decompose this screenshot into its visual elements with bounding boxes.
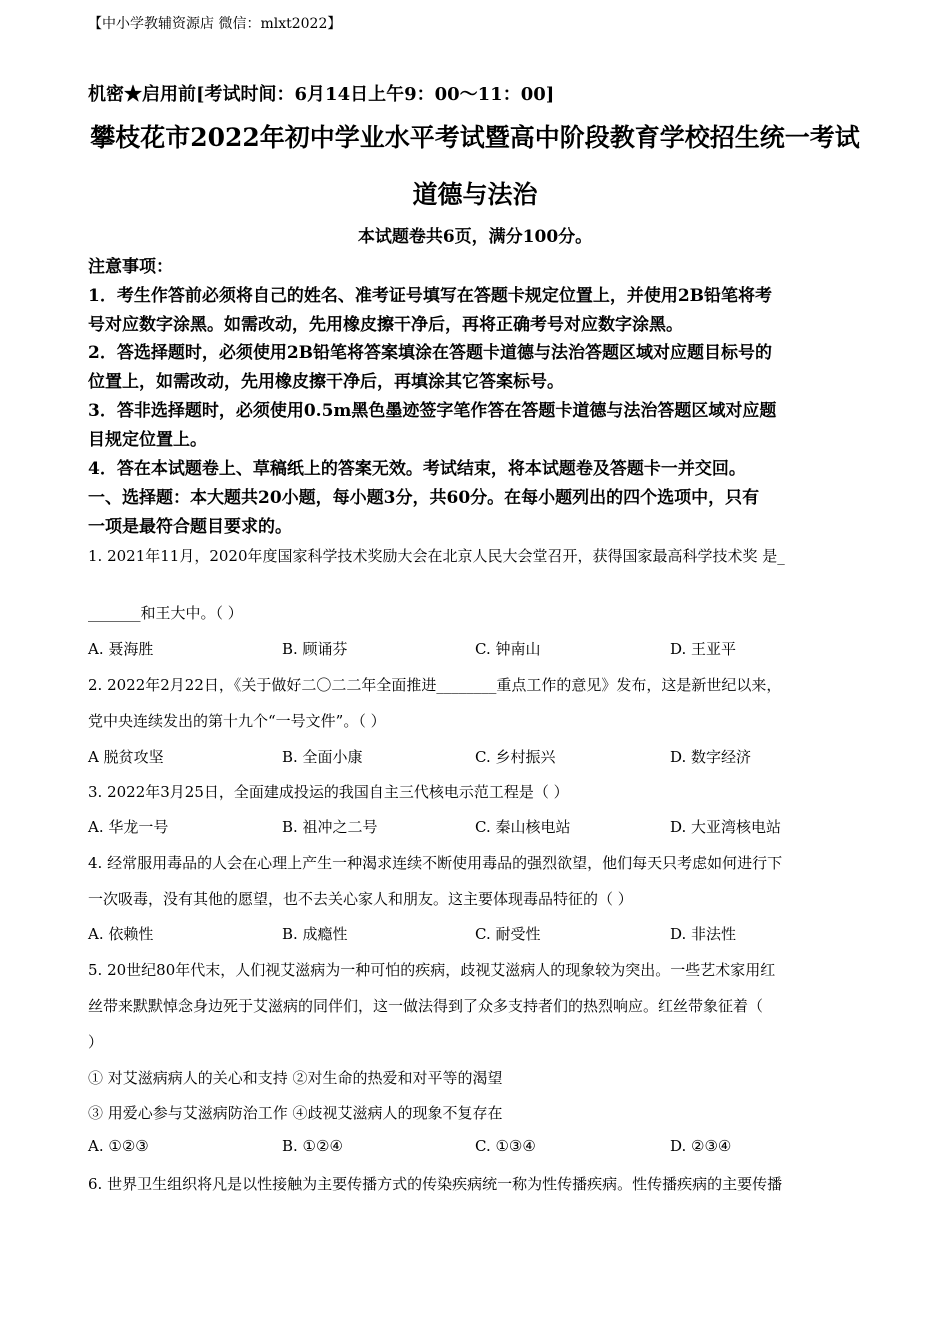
- notes-item: 位置上，如需改动，先用橡皮擦干净后，再填涂其它答案标号。: [88, 372, 564, 392]
- q1-option-a: A. 聂海胜: [88, 640, 154, 658]
- question-1-cont: _______和王大中。（ ）: [88, 604, 243, 622]
- question-2: 2. 2022年2月22日，《关于做好二〇二二年全面推进________重点工作的意见》发布，这是新世纪以来，: [88, 676, 782, 694]
- q3-option-c: C. 秦山核电站: [475, 818, 571, 836]
- question-1: 1. 2021年11月，2020年度国家科学技术奖励大会在北京人民大会堂召开，获得国家最高科学技术奖 是_: [88, 547, 785, 565]
- q5-option-c: C. ①③④: [475, 1137, 536, 1155]
- question-6: 6. 世界卫生组织将凡是以性接触为主要传播方式的传染疾病统一称为性传播疾病。性传播疾病的主要传播: [88, 1175, 783, 1193]
- notes-item: 3．答非选择题时，必须使用0.5m黑色墨迹签字笔作答在答题卡道德与法治答题区域对应题: [88, 401, 777, 421]
- q5-statement: ③ 用爱心参与艾滋病防治工作 ④歧视艾滋病人的现象不复存在: [88, 1104, 503, 1122]
- q5-option-b: B. ①②④: [282, 1137, 343, 1155]
- q1-option-d: D. 王亚平: [670, 640, 737, 658]
- notes-item: 号对应数字涂黑。如需改动，先用橡皮擦干净后，再将正确考号对应数字涂黑。: [88, 315, 683, 335]
- notes-heading: 注意事项：: [88, 257, 173, 277]
- question-4: 4. 经常服用毒品的人会在心理上产生一种渴求连续不断使用毒品的强烈欲望，他们每天只考虑如何进行下: [88, 854, 783, 872]
- q2-option-a: A 脱贫攻坚: [88, 748, 164, 766]
- q4-option-b: B. 成瘾性: [282, 925, 348, 943]
- question-3: 3. 2022年3月25日，全面建成投运的我国自主三代核电示范工程是（ ）: [88, 783, 569, 801]
- q4-option-a: A. 依赖性: [88, 925, 154, 943]
- question-5: 5. 20世纪80年代末，人们视艾滋病为一种可怕的疾病，歧视艾滋病人的现象较为突出。一些艺术家用红: [88, 961, 776, 979]
- section-heading: 一、选择题：本大题共20小题，每小题3分，共60分。在每小题列出的四个选项中，只有: [88, 488, 760, 508]
- page-title: 攀枝花市2022年初中学业水平考试暨高中阶段教育学校招生统一考试: [90, 123, 860, 152]
- watermark: 【中小学教辅资源店 微信：mlxt2022】: [88, 16, 342, 32]
- notes-item: 目规定位置上。: [88, 430, 207, 450]
- q5-statement: ① 对艾滋病病人的关心和支持 ②对生命的热爱和对平等的渴望: [88, 1069, 503, 1087]
- subject-title: 道德与法治: [412, 180, 538, 209]
- notes-item: 1．考生作答前必须将自己的姓名、准考证号填写在答题卡规定位置上，并使用2B铅笔将考: [88, 286, 773, 306]
- q3-option-d: D. 大亚湾核电站: [670, 818, 782, 836]
- notes-item: 4．答在本试题卷上、草稿纸上的答案无效。考试结束，将本试题卷及答题卡一并交回。: [88, 459, 746, 479]
- notes-item: 2．答选择题时，必须使用2B铅笔将答案填涂在答题卡道德与法治答题区域对应题目标号的: [88, 343, 773, 363]
- q1-option-c: C. 钟南山: [475, 640, 541, 658]
- question-2-cont: 党中央连续发出的第十九个“一号文件”。（ ）: [88, 712, 386, 730]
- question-4-cont: 一次吸毒，没有其他的愿望，也不去关心家人和朋友。这主要体现毒品特征的（ ）: [88, 890, 633, 908]
- section-heading-cont: 一项是最符合题目要求的。: [88, 517, 292, 537]
- question-5-cont: ）: [88, 1033, 104, 1051]
- q2-option-b: B. 全面小康: [282, 748, 363, 766]
- q3-option-a: A. 华龙一号: [88, 818, 169, 836]
- q2-option-d: D. 数字经济: [670, 748, 752, 766]
- q5-option-a: A. ①②③: [88, 1137, 149, 1155]
- q5-option-d: D. ②③④: [670, 1137, 732, 1155]
- confidential-line: 机密★启用前[考试时间：6月14日上午9：00～11：00]: [88, 84, 555, 105]
- q2-option-c: C. 乡村振兴: [475, 748, 556, 766]
- q1-option-b: B. 顾诵芬: [282, 640, 348, 658]
- question-5-cont: 丝带来默默悼念身边死于艾滋病的同伴们，这一做法得到了众多支持者们的热烈响应。红丝带象征着（: [88, 997, 764, 1015]
- q4-option-c: C. 耐受性: [475, 925, 541, 943]
- q4-option-d: D. 非法性: [670, 925, 737, 943]
- q3-option-b: B. 祖冲之二号: [282, 818, 378, 836]
- paper-info: 本试题卷共6页，满分100分。: [357, 227, 593, 247]
